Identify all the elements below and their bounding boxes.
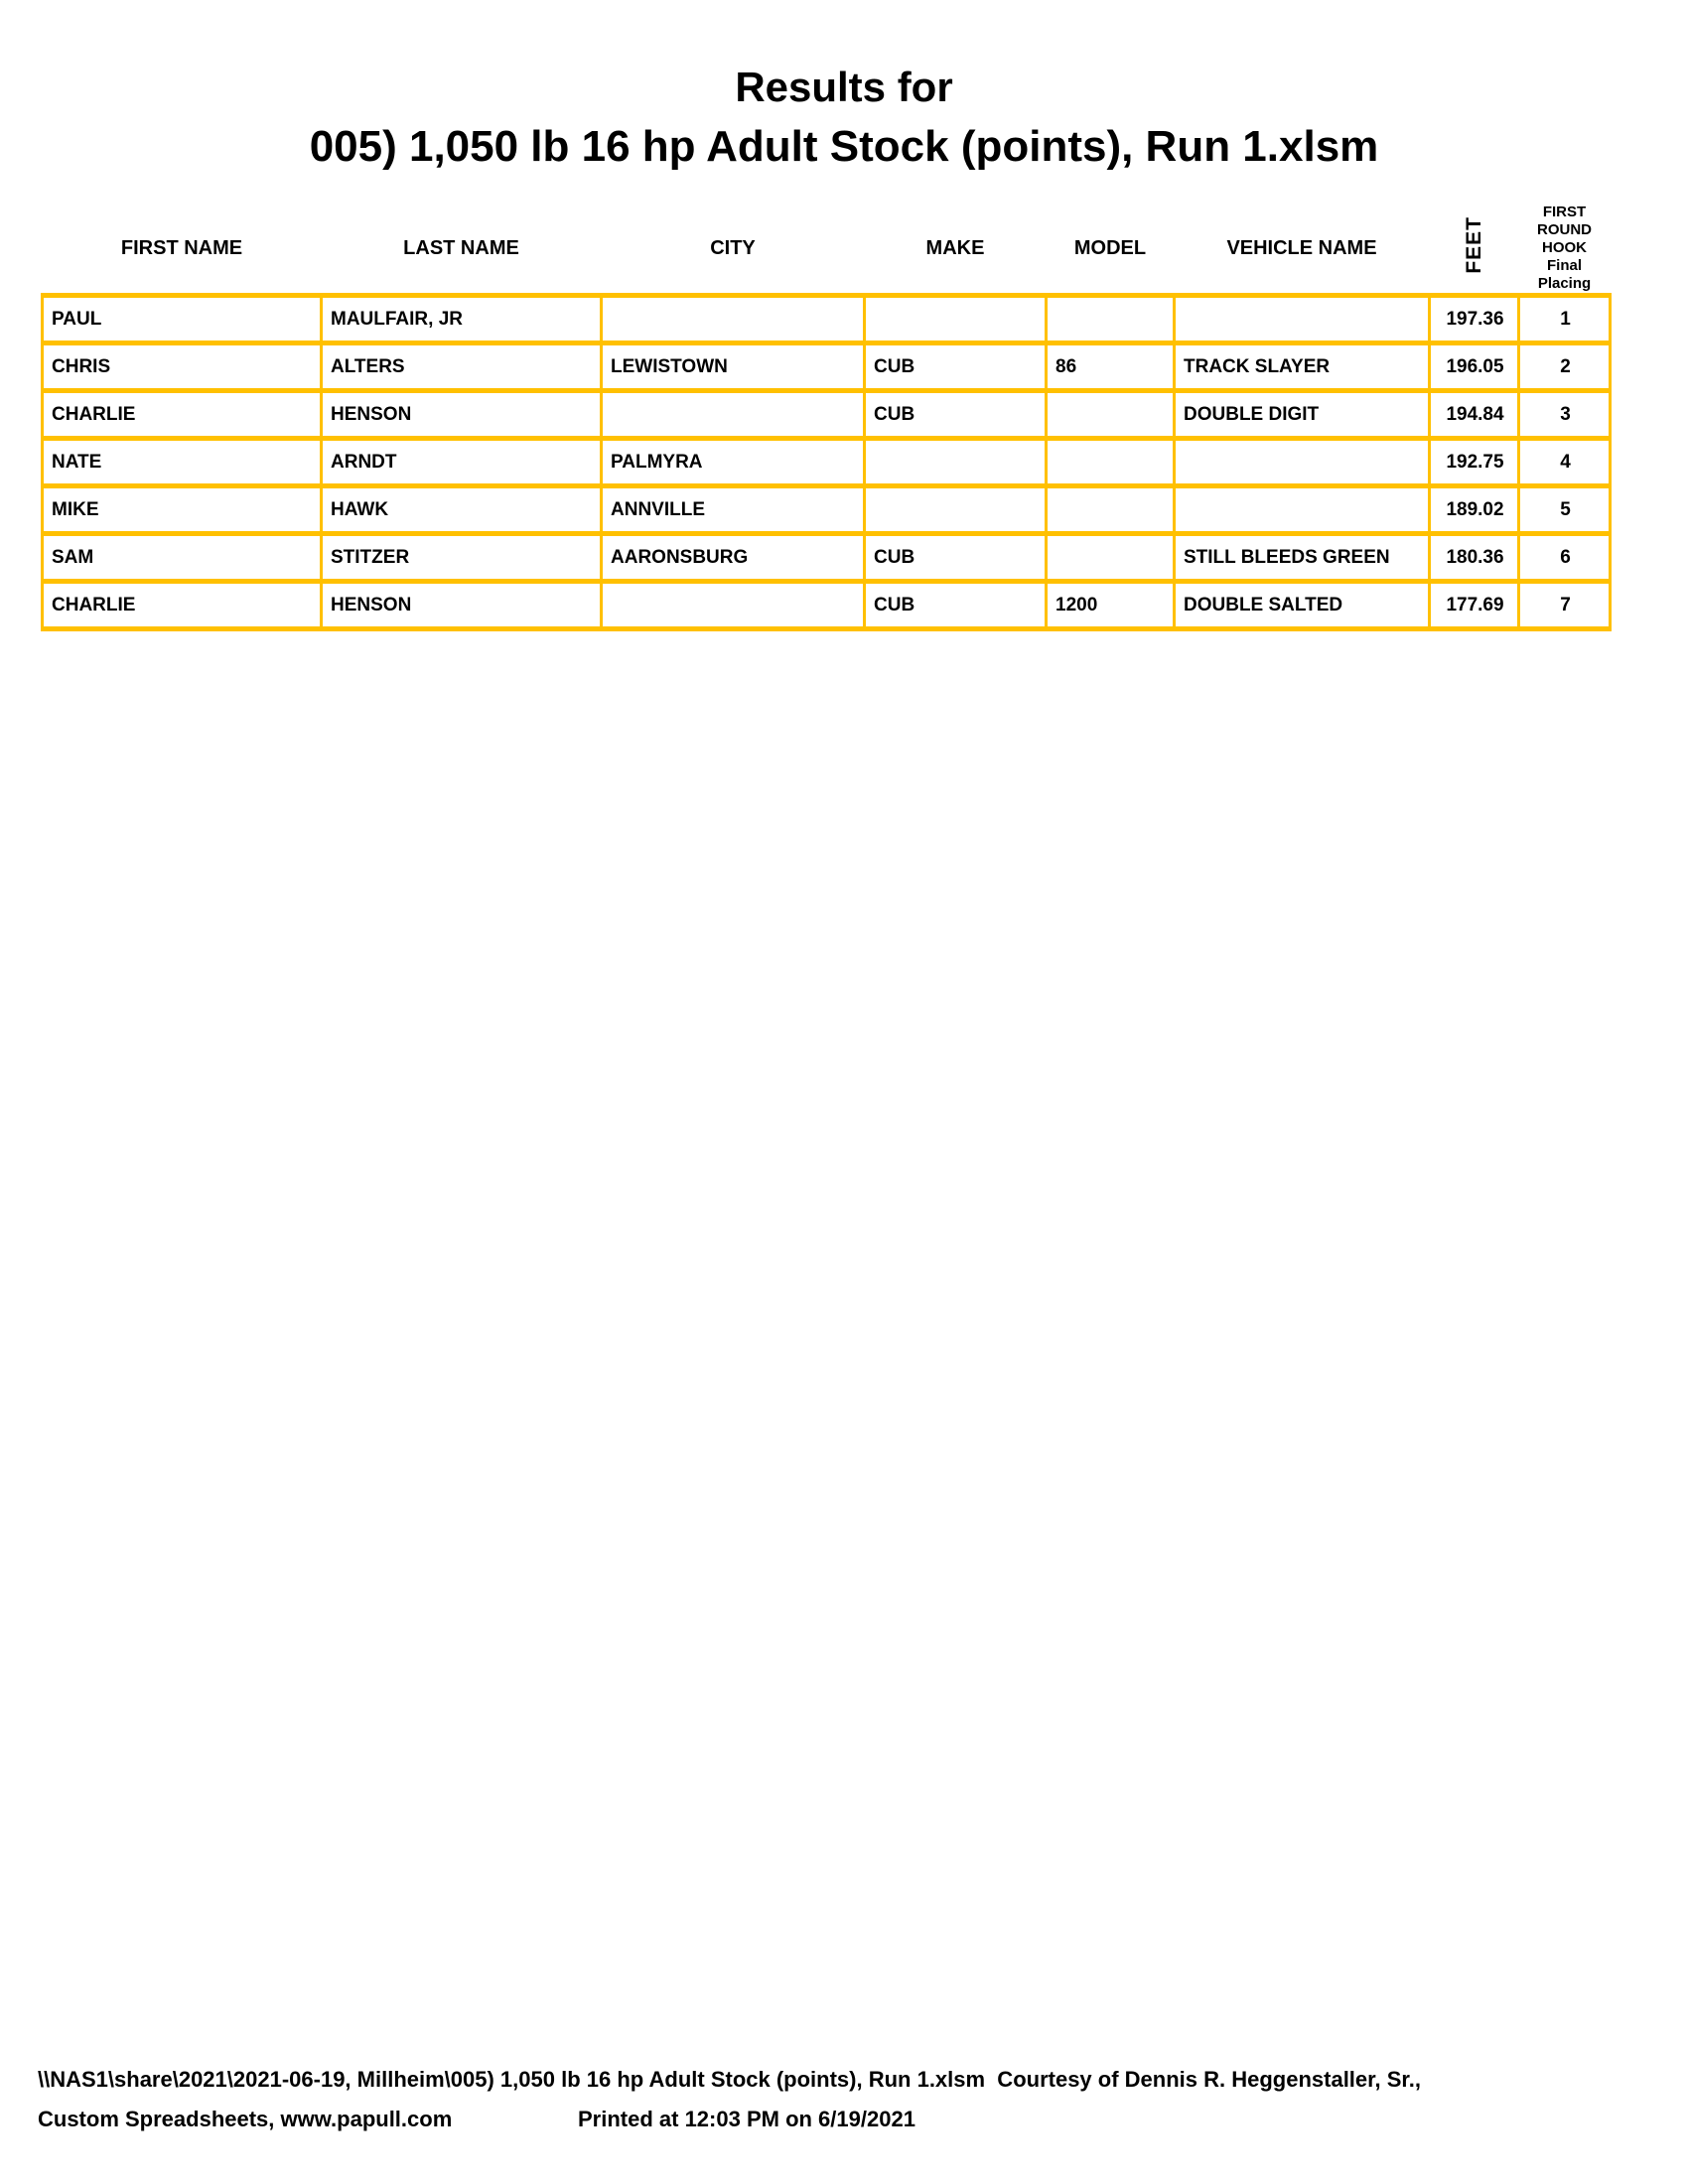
column-header-feet bbox=[1430, 204, 1519, 296]
table-row bbox=[43, 486, 1611, 534]
table-row bbox=[43, 343, 1611, 391]
cell-vehicle-name: DOUBLE SALTED bbox=[1175, 582, 1430, 629]
cell-last-name: ARNDT bbox=[322, 439, 602, 486]
cell-make bbox=[865, 296, 1047, 343]
footer-printed-timestamp: Printed at 12:03 PM on 6/19/2021 bbox=[578, 2107, 915, 2131]
cell-first-name: CHARLIE bbox=[43, 582, 322, 629]
placing-header-line2: HOOK bbox=[1542, 239, 1587, 256]
footer-credit: Custom Spreadsheets, www.papull.com bbox=[38, 2107, 453, 2131]
table-row bbox=[43, 296, 1611, 343]
cell-placing: 4 bbox=[1519, 439, 1611, 486]
feet-rotated-label: FEET bbox=[1462, 216, 1485, 274]
page-title-line1: Results for bbox=[735, 64, 953, 110]
cell-model bbox=[1047, 439, 1175, 486]
column-header-make: MAKE bbox=[925, 236, 985, 259]
placing-header-line3: Final Placing bbox=[1537, 257, 1592, 292]
cell-first-name: CHRIS bbox=[43, 343, 322, 391]
cell-vehicle-name bbox=[1175, 296, 1430, 343]
cell-city bbox=[602, 391, 865, 439]
cell-last-name: ALTERS bbox=[322, 343, 602, 391]
column-header-first-name: FIRST NAME bbox=[120, 236, 243, 259]
column-header-placing bbox=[1519, 204, 1611, 296]
cell-model bbox=[1047, 391, 1175, 439]
placing-header-line1: FIRST ROUND bbox=[1537, 204, 1592, 238]
cell-make: CUB bbox=[865, 391, 1047, 439]
cell-vehicle-name: DOUBLE DIGIT bbox=[1175, 391, 1430, 439]
cell-make: CUB bbox=[865, 582, 1047, 629]
cell-city: AARONSBURG bbox=[602, 534, 865, 582]
column-header-last-name: LAST NAME bbox=[403, 236, 519, 259]
cell-feet: 196.05 bbox=[1430, 343, 1519, 391]
cell-first-name: SAM bbox=[43, 534, 322, 582]
cell-placing: 5 bbox=[1519, 486, 1611, 534]
cell-placing: 3 bbox=[1519, 391, 1611, 439]
cell-last-name: HAWK bbox=[322, 486, 602, 534]
column-header-city: CITY bbox=[710, 236, 756, 259]
table-row bbox=[43, 391, 1611, 439]
cell-feet: 189.02 bbox=[1430, 486, 1519, 534]
cell-model bbox=[1047, 296, 1175, 343]
column-header-vehicle-name: VEHICLE NAME bbox=[1226, 236, 1377, 259]
cell-last-name: STITZER bbox=[322, 534, 602, 582]
cell-city: ANNVILLE bbox=[602, 486, 865, 534]
cell-feet: 197.36 bbox=[1430, 296, 1519, 343]
cell-placing: 6 bbox=[1519, 534, 1611, 582]
cell-first-name: PAUL bbox=[43, 296, 322, 343]
footer-file-path: \\NAS1\share\2021\2021-06-19, Millheim\005) 1,050 lb 16 hp Adult Stock (points), Run 1.xlsm Courtesy of Dennis R. Heggenstaller, Sr., bbox=[38, 2067, 1421, 2092]
cell-make bbox=[865, 486, 1047, 534]
cell-last-name: HENSON bbox=[322, 582, 602, 629]
cell-model bbox=[1047, 534, 1175, 582]
page-title-line2: 005) 1,050 lb 16 hp Adult Stock (points), Run 1.xlsm bbox=[309, 122, 1379, 171]
header-row bbox=[43, 204, 1611, 296]
cell-city bbox=[602, 296, 865, 343]
cell-first-name: MIKE bbox=[43, 486, 322, 534]
cell-feet: 177.69 bbox=[1430, 582, 1519, 629]
cell-vehicle-name: TRACK SLAYER bbox=[1175, 343, 1430, 391]
cell-last-name: HENSON bbox=[322, 391, 602, 439]
cell-feet: 194.84 bbox=[1430, 391, 1519, 439]
cell-model: 1200 bbox=[1047, 582, 1175, 629]
cell-make: CUB bbox=[865, 534, 1047, 582]
cell-feet: 192.75 bbox=[1430, 439, 1519, 486]
cell-city: PALMYRA bbox=[602, 439, 865, 486]
cell-vehicle-name bbox=[1175, 439, 1430, 486]
cell-first-name: NATE bbox=[43, 439, 322, 486]
table-row bbox=[43, 534, 1611, 582]
cell-city bbox=[602, 582, 865, 629]
cell-feet: 180.36 bbox=[1430, 534, 1519, 582]
table-row bbox=[43, 439, 1611, 486]
cell-placing: 7 bbox=[1519, 582, 1611, 629]
cell-last-name: MAULFAIR, JR bbox=[322, 296, 602, 343]
results-table bbox=[41, 204, 1612, 631]
cell-make bbox=[865, 439, 1047, 486]
cell-make: CUB bbox=[865, 343, 1047, 391]
results-table-wrapper bbox=[41, 204, 1612, 631]
cell-vehicle-name bbox=[1175, 486, 1430, 534]
results-table-body bbox=[43, 296, 1611, 629]
cell-placing: 1 bbox=[1519, 296, 1611, 343]
cell-placing: 2 bbox=[1519, 343, 1611, 391]
cell-first-name: CHARLIE bbox=[43, 391, 322, 439]
table-row bbox=[43, 582, 1611, 629]
cell-model bbox=[1047, 486, 1175, 534]
cell-city: LEWISTOWN bbox=[602, 343, 865, 391]
cell-vehicle-name: STILL BLEEDS GREEN bbox=[1175, 534, 1430, 582]
column-header-model: MODEL bbox=[1073, 236, 1147, 259]
cell-model: 86 bbox=[1047, 343, 1175, 391]
